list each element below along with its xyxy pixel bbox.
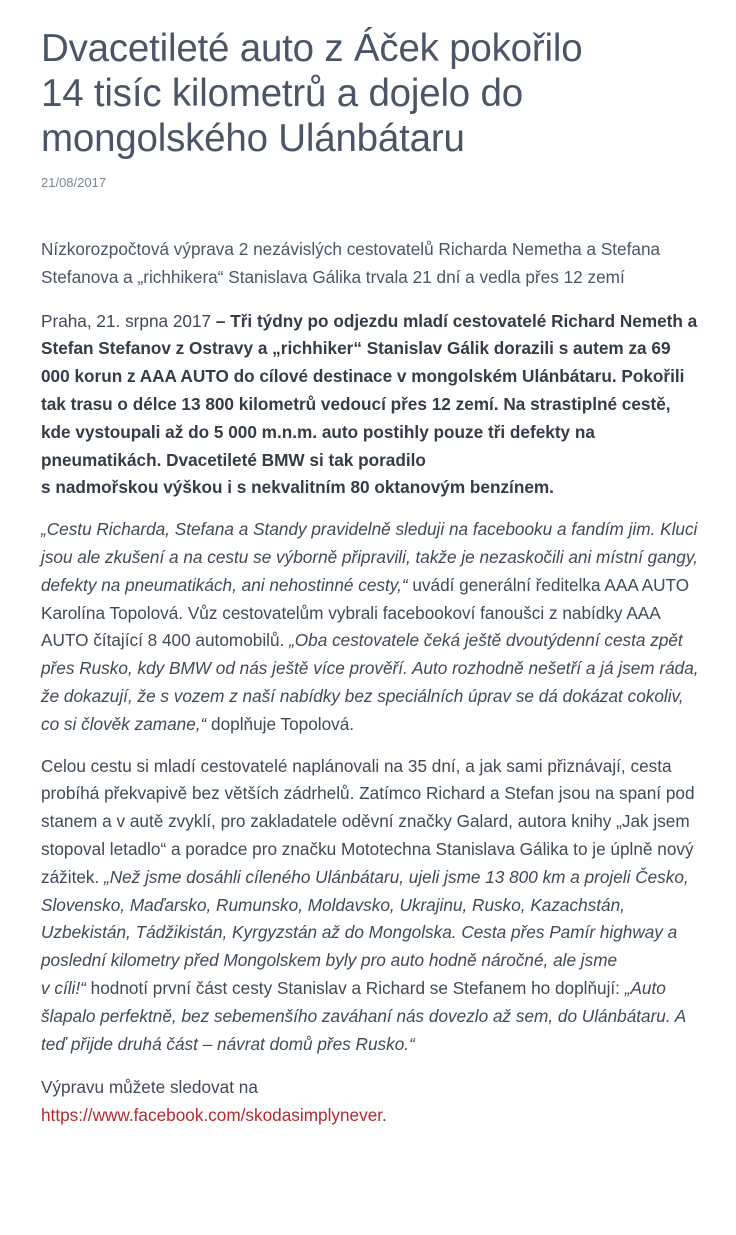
title-line: Dvacetileté auto z Áček pokořilo <box>41 27 583 70</box>
bold-text: – Tři týdny po odjezdu mladí cestovatelé Richard Nemeth a Stefan Stefanov z Ostravy a „richhiker“ Stanislav Gálik dorazili s autem za 69 000 korun z AAA AUTO do cílové destinace v mongolském Ulánbátaru. Pokořili tak trasu o délce 13 800 kilometrů vedoucí přes 12 zemí. Na strastiplné cestě, kde vystoupali až do 5 000 m.n.m. auto postihly pouze tři defekty na pneumatikách. Dvacetileté BMW si tak poradilo <box>41 310 698 470</box>
facebook-link[interactable]: https://www.facebook.com/skodasimplynever <box>41 1105 383 1126</box>
quote-text: „Auto šlapalo perfektně, bez sebemenšího zaváhaní nás dovezlo až sem, do Ulánbátaru. A teď přijde druhá část – návrat domů přes Rusko.“ <box>41 977 686 1054</box>
paragraph-press-release <box>41 308 701 503</box>
paragraph-text: hodnotí první část cesty Stanislav a Richard se Stefanem ho doplňují: <box>85 977 625 998</box>
paragraph-journey <box>41 753 701 1059</box>
lead-text: Nízkorozpočtová výprava 2 nezávislých cestovatelů Richarda Nemetha a Stefana Stefanova a „richhikera“ Stanislava Gálika trvala 21 dní a vedla přes 12 zemí <box>41 239 661 287</box>
article-title <box>41 26 701 161</box>
bold-text: s nadmořskou výškou i s nekvalitním 80 oktanovým benzínem. <box>41 477 554 498</box>
quote-text: „Oba cestovatele čeká ještě dvoutýdenní cesta zpět přes Rusko, kdy BMW od nás ještě více prověří. Auto rozhodně nešetří a já jsem ráda, že dokazují, že s vozem z naší nabídky bez speciálních úprav se dá dokázat cokoliv, co si člověk zamane,“ <box>41 630 699 734</box>
quote-text: „Cestu Richarda, Stefana a Standy pravidelně sleduji na facebooku a fandím jim. Kluci jsou ale zkušení a na cestu se výborně připravili, takže je nezaskočili ani místní gangy, defekty na pneumatikách, ani nehostinné cesty,“ <box>41 519 698 595</box>
dateline: Praha, 21. srpna 2017 <box>41 310 212 331</box>
paragraph-text: Celou cestu si mladí cestovatelé naplánovali na 35 dní, a jak sami přiznávají, cesta probíhá překvapivě bez větších zádrhelů. Zatímco Richard a Stefan jsou na spaní pod stanem a v autě zvyklí, pro zakladatele oděvní značky Galard, autora knihy „Jak jsem stopoval letadlo“ a poradce pro značku Mototechna Stanislava Gálika to je úplně nový zážitek. <box>41 755 695 887</box>
title-line: mongolského Ulánbátaru <box>41 117 465 160</box>
paragraph-quote-topolova <box>41 516 701 738</box>
lead-paragraph <box>41 236 701 292</box>
title-line: 14 tisíc kilometrů a dojelo do <box>41 72 523 115</box>
quote-text: „Než jsme dosáhli cíleného Ulánbátaru, ujeli jsme 13 800 km a projeli Česko, Slovensko, Maďarsko, Rumunsko, Moldavsko, Ukrajinu, Rusko, Kazachstán, Uzbekistán, Tádžikistán, Kyrgyzstán až do Mongolska. Cesta přes Pamír highway a poslední kilometry před Mongolskem byly pro auto hodně náročné, ale jsme <box>41 866 689 971</box>
article-body <box>41 236 701 1130</box>
article-date: 21/08/2017 <box>41 175 107 190</box>
paragraph-text: uvádí generální ředitelka AAA AUTO Karolína Topolová. Vůz cestovatelům vybrali facebookoví fanoušci z nabídky AAA AUTO čítající 8 400 automobilů. <box>41 574 690 651</box>
paragraph-text: . <box>382 1105 387 1126</box>
paragraph-text: Výpravu můžete sledovat na <box>41 1077 258 1098</box>
quote-text: v cíli!“ <box>41 977 86 998</box>
paragraph-text: doplňuje Topolová. <box>206 713 355 734</box>
paragraph-follow <box>41 1074 701 1130</box>
